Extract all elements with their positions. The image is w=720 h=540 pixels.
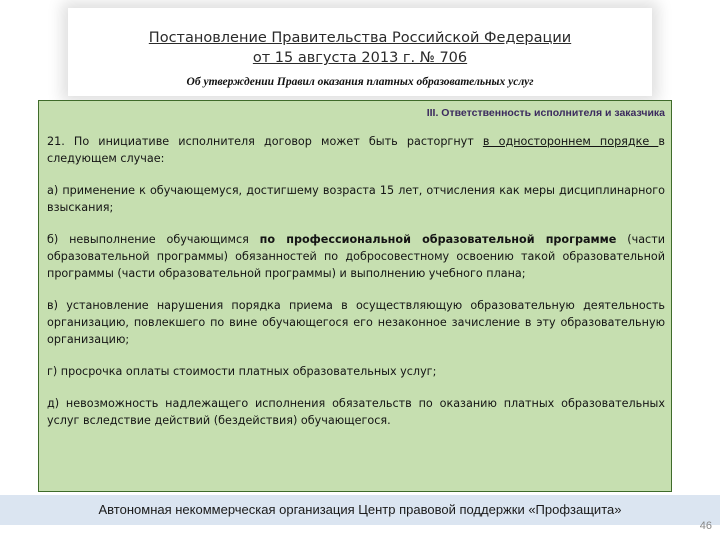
document-title-line2: от 15 августа 2013 г. № 706: [252, 50, 468, 66]
paragraph-a: а) применение к обучающемуся, достигшему возраста 15 лет, отчисления как меры дисциплинарного взыскания;: [47, 184, 665, 214]
paragraph-e: д) невозможность надлежащего исполнения обязательств по оказанию платных образовательных услуг вследствие действий (бездействия) обучающегося.: [47, 397, 665, 427]
paragraph-d: г) просрочка оплаты стоимости платных образовательных услуг;: [47, 365, 437, 378]
content-text: [47, 133, 665, 444]
section-title: III. Ответственность исполнителя и заказчика: [426, 107, 665, 119]
document-subtitle: Об утверждении Правил оказания платных образовательных услуг: [186, 76, 534, 88]
bold-phrase: по профессиональной образовательной программе: [259, 233, 617, 246]
paragraph-21: 21. По инициативе исполнителя договор может быть расторгнут в одностороннем порядке в следующем случае:: [47, 135, 665, 165]
content-box: [38, 100, 672, 492]
paragraph-b: б) невыполнение обучающимся по профессиональной образовательной программе (части образовательной программы) обязанностей по добросовестному освоению такой образовательной программы (части образовательной программы) и выполнению учебного плана;: [47, 233, 665, 280]
document-title-line1: Постановление Правительства Российской Федерации: [148, 30, 572, 46]
footer-bar: Автономная некоммерческая организация Центр правовой поддержки «Профзащита»: [0, 495, 720, 525]
underlined-phrase: в одностороннем порядке: [482, 135, 659, 148]
paragraph-c: в) установление нарушения порядка приема в осуществляющую образовательную деятельность организацию, повлекшего по вине обучающегося его незаконное зачисление в эту образовательную организацию;: [47, 299, 665, 346]
header-box: [68, 8, 652, 96]
page-number: 46: [699, 520, 712, 532]
